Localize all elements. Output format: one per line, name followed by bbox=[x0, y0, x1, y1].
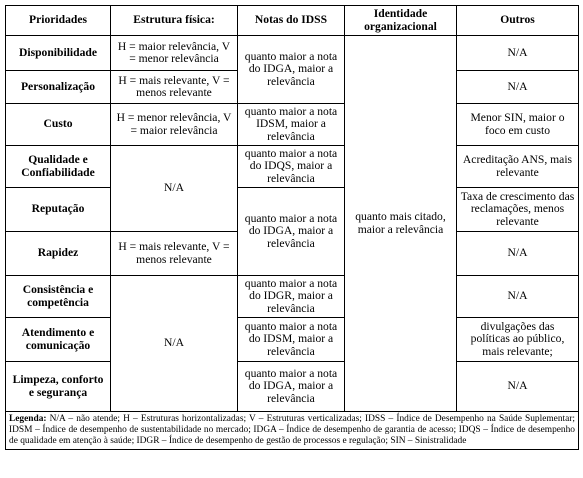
outros-cell: N/A bbox=[457, 36, 579, 71]
notas-cell: quanto maior a nota do IDGR, maior a relevância bbox=[238, 276, 345, 318]
header-row bbox=[6, 6, 579, 36]
priority-cell: Rapidez bbox=[6, 232, 111, 276]
estrutura-cell: H = mais relevante, V = menos relevante bbox=[111, 71, 238, 104]
outros-cell: divulgações das políticas ao público, mais relevante; bbox=[457, 318, 579, 362]
legend-text: N/A – não atende; H – Estruturas horizontalizadas; V – Estruturas verticalizadas; IDSS – Índice de Desempenho na Saúde Suplementar; IDSM – Índice de desempenho de sustentabilidade no mercado; IDGA – Índice de desempenho de garantia de acesso; IDQS – Índice de desempenho de qualidade em atenção à saúde; IDGR – Índice de desempenho de gestão de processos e regulação; SIN – Sinistralidade bbox=[9, 414, 576, 446]
outros-cell: N/A bbox=[457, 232, 579, 276]
outros-cell: N/A bbox=[457, 276, 579, 318]
legend-cell bbox=[6, 412, 579, 450]
outros-cell: Acreditação ANS, mais relevante bbox=[457, 146, 579, 188]
table-row bbox=[6, 276, 579, 318]
priority-cell: Custo bbox=[6, 104, 111, 146]
header-prioridades: Prioridades bbox=[6, 6, 111, 36]
priorities-table bbox=[5, 5, 579, 450]
legend-row bbox=[6, 412, 579, 450]
notas-cell: quanto maior a nota IDSM, maior a relevância bbox=[238, 104, 345, 146]
notas-cell: quanto maior a nota do IDSM, maior a relevância bbox=[238, 318, 345, 362]
table-row bbox=[6, 318, 579, 362]
identidade-cell: quanto mais citado, maior a relevância bbox=[345, 36, 457, 412]
estrutura-cell: H = maior relevância, V = menor relevância bbox=[111, 36, 238, 71]
priority-cell: Personalização bbox=[6, 71, 111, 104]
priority-cell: Consistência e competência bbox=[6, 276, 111, 318]
header-estrutura: Estrutura física: bbox=[111, 6, 238, 36]
outros-cell: N/A bbox=[457, 71, 579, 104]
table-row bbox=[6, 188, 579, 232]
table-row bbox=[6, 362, 579, 412]
outros-cell: Taxa de crescimento das reclamações, menos relevante bbox=[457, 188, 579, 232]
priority-cell: Qualidade e Confiabilidade bbox=[6, 146, 111, 188]
notas-cell: quanto maior a nota do IDQS, maior a relevância bbox=[238, 146, 345, 188]
header-notas-idss: Notas do IDSS bbox=[238, 6, 345, 36]
header-identidade: Identidade organizacional bbox=[345, 6, 457, 36]
notas-cell: quanto maior a nota do IDGA, maior a relevância bbox=[238, 188, 345, 276]
priority-cell: Limpeza, conforto e segurança bbox=[6, 362, 111, 412]
estrutura-cell: N/A bbox=[111, 276, 238, 412]
table-row bbox=[6, 36, 579, 71]
estrutura-cell: N/A bbox=[111, 146, 238, 232]
outros-cell: Menor SIN, maior o foco em custo bbox=[457, 104, 579, 146]
estrutura-cell: H = menor relevância, V = maior relevância bbox=[111, 104, 238, 146]
outros-cell: N/A bbox=[457, 362, 579, 412]
legend-label: Legenda: bbox=[9, 414, 47, 424]
header-outros: Outros bbox=[457, 6, 579, 36]
priority-cell: Atendimento e comunicação bbox=[6, 318, 111, 362]
priority-cell: Disponibilidade bbox=[6, 36, 111, 71]
table-row bbox=[6, 104, 579, 146]
notas-cell: quanto maior a nota do IDGA, maior a relevância bbox=[238, 362, 345, 412]
table-row bbox=[6, 146, 579, 188]
priority-cell: Reputação bbox=[6, 188, 111, 232]
estrutura-cell: H = mais relevante, V = menos relevante bbox=[111, 232, 238, 276]
notas-cell: quanto maior a nota do IDGA, maior a relevância bbox=[238, 36, 345, 104]
